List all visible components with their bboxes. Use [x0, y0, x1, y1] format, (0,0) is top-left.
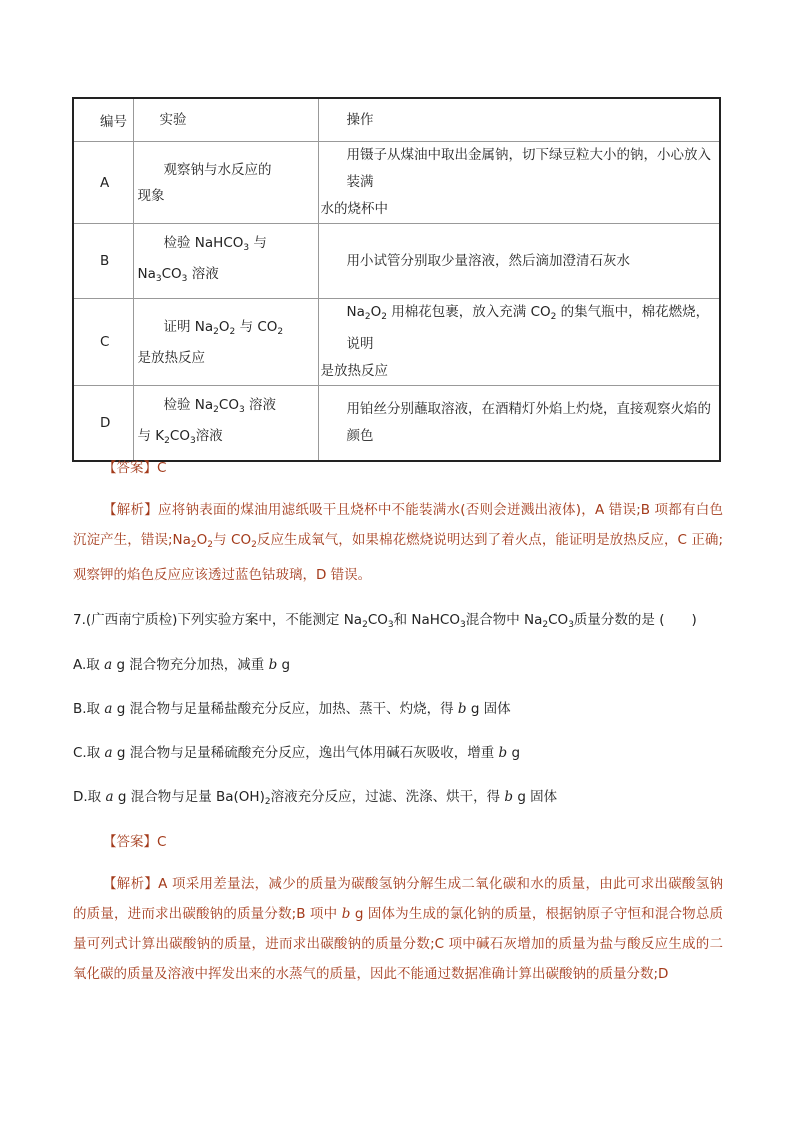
row-operation: 用小试管分别取少量溶液，然后滴加澄清石灰水: [318, 224, 720, 299]
row-operation: $Na_2O_2$ 用棉花包裹，放入充满 $CO_2$ 的集气瓶中，棉花燃烧，说明 是放热反应: [318, 299, 720, 386]
table-row: [73, 142, 720, 224]
row-id: D: [73, 386, 133, 462]
question-7-stem: 7.(广西南宁质检)下列实验方案中，不能测定 $Na_2CO_3$和 NaHCO$_3$混合物中 $Na_2CO_3$质量分数的是 ( ): [73, 612, 697, 630]
analysis-label: 【解析】: [103, 876, 159, 892]
table-header-row: [73, 98, 720, 142]
table-row: [73, 299, 720, 386]
row-experiment: 证明 $Na_2O_2$ 与 $CO_2$ 是放热反应: [133, 299, 318, 386]
row-id: B: [73, 224, 133, 299]
row-id: A: [73, 142, 133, 224]
answer-value: C: [157, 460, 167, 476]
experiment-table: [72, 97, 721, 462]
answer-1: [103, 456, 166, 476]
analysis-2: 【解析】A 项采用差量法，减少的质量为碳酸氢钠分解生成二氧化碳和水的质量，由此可求出碳酸氢钠的质量，进而求出碳酸钠的质量分数;B 项中 b g 固体为生成的氯化钠的质量，根据钠原子守恒和混合物总质量可列式计算出碳酸钠的质量，进而求出碳酸钠的质量分数;C 项中碱石灰增加的质量为盐与酸反应生成的二氧化碳的质量及溶液中挥发出来的水蒸气的质量，因此不能通过数据准确计算出碳酸钠的质量分数;D: [73, 876, 724, 982]
analysis-1: 【解析】应将钠表面的煤油用滤纸吸干且烧杯中不能装满水(否则会迸溅出液体)，A 错误;B 项都有白色沉淀产生，错误$;Na_2O_2$与 $CO_2$反应生成氧气，如果棉花燃烧说明达到了着火点，能证明是放热反应，C 正确;观察钾的焰色反应应该透过蓝色钴玻璃，D 错误。: [73, 502, 724, 583]
header-experiment: 实验: [133, 98, 318, 142]
table-row: [73, 386, 720, 462]
analysis-label: 【解析】: [103, 502, 158, 518]
option-a: A.取 a g 混合物充分加热，减重 b g: [73, 657, 291, 673]
answer-label: 【答案】: [103, 460, 157, 476]
option-d: D.取 a g 混合物与足量 $Ba(OH)_2$溶液充分反应，过滤、洗涤、烘干，得 b g 固体: [73, 789, 558, 807]
row-experiment: 检验 $Na_2CO_3$ 溶液 与 $K_2CO_3$溶液: [133, 386, 318, 462]
option-c: C.取 a g 混合物与足量稀硫酸充分反应，逸出气体用碱石灰吸收，增重 b g: [73, 745, 521, 761]
header-operation: 操作: [318, 98, 720, 142]
answer-value: C: [157, 834, 167, 850]
row-id: C: [73, 299, 133, 386]
row-operation: 用镊子从煤油中取出金属钠，切下绿豆粒大小的钠，小心放入装满 水的烧杯中: [318, 142, 720, 224]
row-experiment: 检验 NaHCO$_3$ 与 $Na_3CO_3$ 溶液: [133, 224, 318, 299]
option-b: B.取 a g 混合物与足量稀盐酸充分反应，加热、蒸干、灼烧，得 b g 固体: [73, 701, 511, 717]
table-row: [73, 224, 720, 299]
answer-2: [103, 830, 166, 850]
row-operation: 用铂丝分别蘸取溶液，在酒精灯外焰上灼烧，直接观察火焰的颜色: [318, 386, 720, 462]
answer-label: 【答案】: [103, 834, 157, 850]
header-id: 编号: [73, 98, 133, 142]
row-experiment: 观察钠与水反应的 现象: [133, 142, 318, 224]
